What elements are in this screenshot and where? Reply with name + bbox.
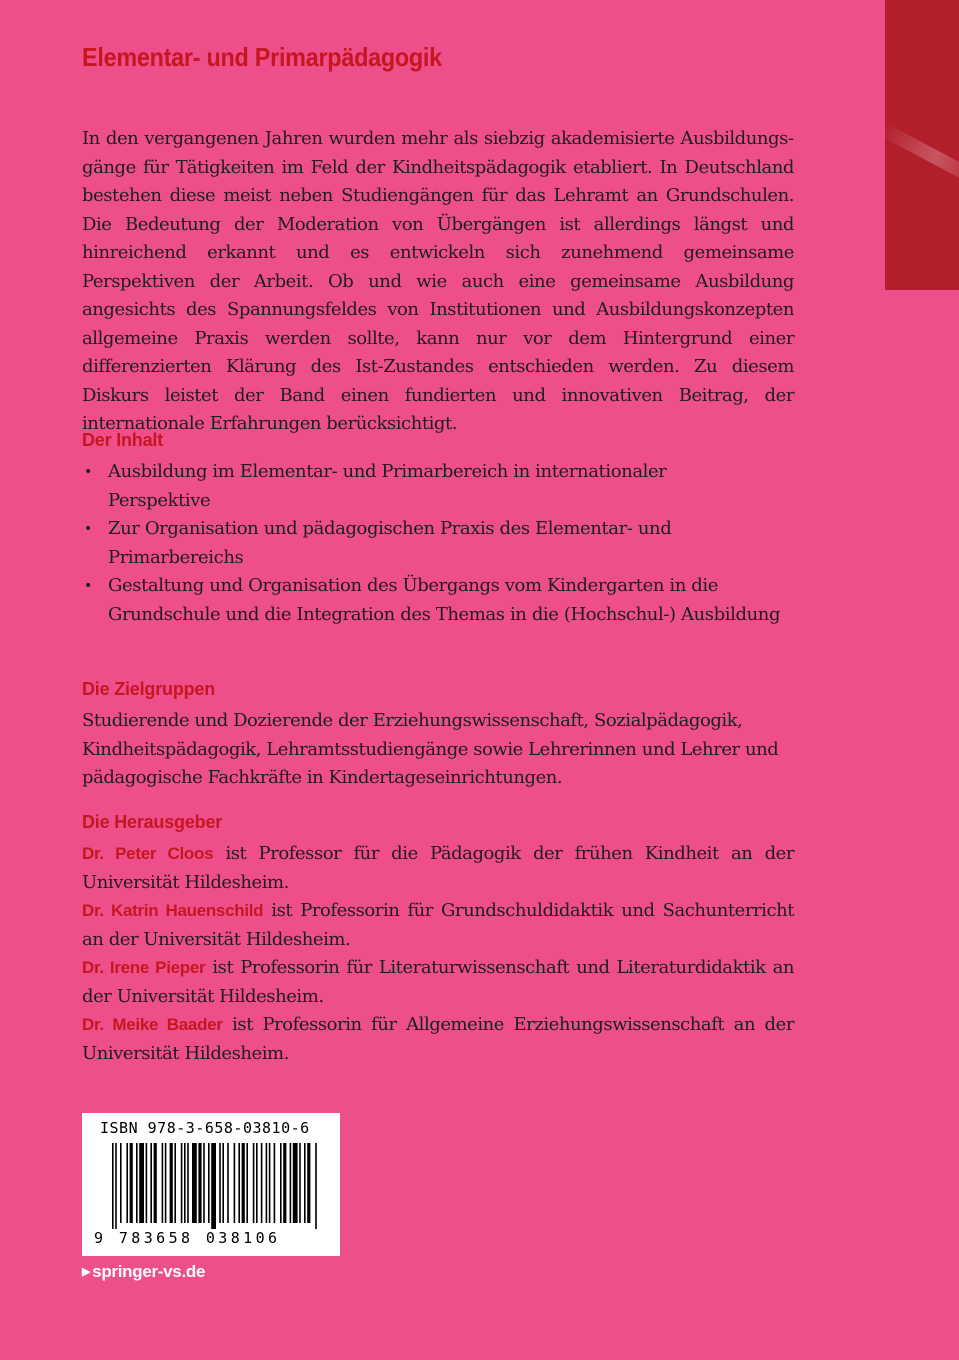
list-item-text: Zur Organisation und pädagogischen Praxis des Elementar- und Primarbereichs: [108, 518, 672, 568]
list-item: [82, 572, 788, 629]
editor-name: Dr. Peter Cloos: [82, 844, 214, 863]
contents-list: [82, 458, 794, 629]
book-title: Elementar- und Primarpädagogik: [82, 42, 442, 72]
editor-name: Dr. Meike Baader: [82, 1015, 223, 1034]
bullet-icon: •: [84, 521, 92, 537]
publisher-url: springer-vs.de: [92, 1262, 206, 1281]
editor-entry: [82, 897, 794, 954]
list-item: [82, 515, 748, 572]
bullet-icon: •: [84, 464, 92, 480]
isbn-barcode: [82, 1113, 340, 1256]
list-item-text: Ausbildung im Elementar- und Primarbereich in internationaler Perspektive: [108, 461, 667, 511]
editor-entry: [82, 954, 794, 1011]
list-item: [82, 458, 748, 515]
editor-entry: [82, 1011, 794, 1068]
isbn-label: ISBN 978-3-658-03810-6: [100, 1119, 310, 1137]
audience-text: Studierende und Dozierende der Erziehungswissenschaft, Sozialpädagogik, Kindheitspädagogik, Lehramtsstudiengänge sowie Lehrerinnen und Lehrer und pädagogische Fachkräfte in Kindertageseinrichtungen.: [82, 710, 779, 788]
list-item-text: Gestaltung und Organisation des Übergangs vom Kindergarten in die Grundschule und die Integration des Themas in die (Hochschul-) Ausbildung: [108, 575, 781, 625]
barcode-bars: [112, 1143, 317, 1229]
editor-description: ist Professor für die Pädagogik der frühen Kindheit an der Universität Hildesheim.: [82, 843, 795, 893]
corner-tab-decoration: [885, 0, 959, 290]
swoosh-decoration: [885, 123, 959, 192]
editor-entry: [82, 840, 794, 897]
editors-list: [82, 840, 794, 1068]
editor-description: ist Professorin für Allgemeine Erziehungswissenschaft an der Universität Hildesheim.: [82, 1014, 794, 1064]
editor-name: Dr. Katrin Hauenschild: [82, 901, 264, 920]
triangle-right-icon: ▶: [82, 1266, 91, 1278]
contents-heading: Der Inhalt: [82, 430, 164, 450]
audience-heading: Die Zielgruppen: [82, 679, 216, 699]
editor-description: ist Professorin für Literaturwissenschaft und Literaturdidaktik an der Universität Hildesheim.: [82, 957, 794, 1007]
barcode-digits: 9 783658 038106: [94, 1229, 281, 1247]
bullet-icon: •: [84, 578, 92, 594]
editor-name: Dr. Irene Pieper: [82, 958, 206, 977]
blurb-paragraph: In den vergangenen Jahren wurden mehr als siebzig akademisierte Ausbildungsgänge für Tätigkeiten im Feld der Kindheitspädagogik etabliert. In Deutschland bestehen diese meist neben Studiengängen für das Lehramt an Grundschulen. Die Bedeutung der Moderation von Übergängen ist allerdings längst und hinreichend erkannt und es entwickeln sich zunehmend gemeinsame Perspektiven der Arbeit. Ob und wie auch eine gemeinsame Ausbildung angesichts des Spannungsfeldes von Institutionen und Ausbildungskonzepten allgemeine Praxis werden sollte, kann nur vor dem Hintergrund einer differenzierten Klärung des Ist-Zustandes entschieden werden. Zu diesem Diskurs leistet der Band einen fundierten und innovativen Beitrag, der internationale Erfahrungen berücksichtigt.: [82, 128, 794, 434]
editor-description: ist Professorin für Grundschuldidaktik und Sachunterricht an der Universität Hildesheim.: [82, 900, 794, 950]
publisher-link[interactable]: [82, 1262, 205, 1282]
editors-heading: Die Herausgeber: [82, 812, 223, 832]
